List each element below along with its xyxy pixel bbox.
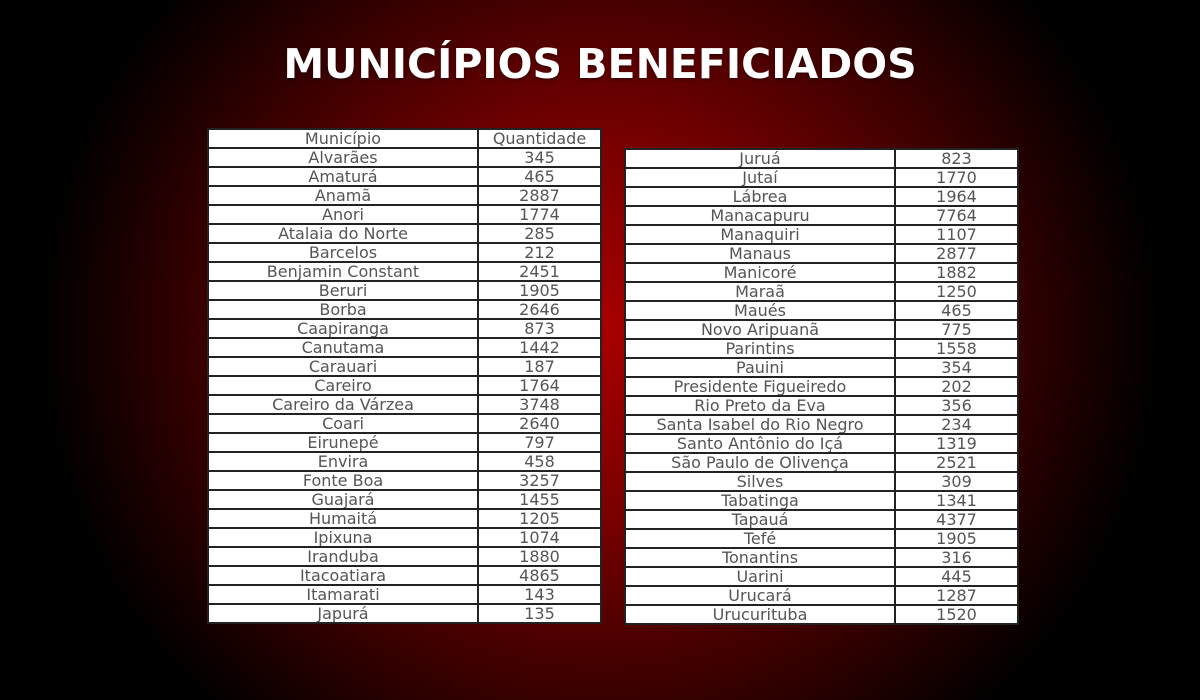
quantidade-cell: 1774 bbox=[478, 205, 601, 224]
quantidade-cell: 3748 bbox=[478, 395, 601, 414]
municipio-cell: Tapauá bbox=[625, 510, 895, 529]
quantidade-cell: 356 bbox=[895, 396, 1018, 415]
table-row bbox=[625, 510, 1018, 529]
municipio-cell: Juruá bbox=[625, 149, 895, 168]
table-row bbox=[208, 281, 601, 300]
quantidade-cell: 143 bbox=[478, 585, 601, 604]
municipio-cell: Anori bbox=[208, 205, 478, 224]
column-header-quantidade: Quantidade bbox=[478, 129, 601, 148]
table-row bbox=[208, 224, 601, 243]
municipio-cell: Ipixuna bbox=[208, 528, 478, 547]
municipio-cell: Tonantins bbox=[625, 548, 895, 567]
quantidade-cell: 202 bbox=[895, 377, 1018, 396]
municipio-cell: Manacapuru bbox=[625, 206, 895, 225]
quantidade-cell: 3257 bbox=[478, 471, 601, 490]
quantidade-cell: 354 bbox=[895, 358, 1018, 377]
municipio-cell: Silves bbox=[625, 472, 895, 491]
table-row bbox=[208, 262, 601, 281]
municipio-cell: Parintins bbox=[625, 339, 895, 358]
municipio-cell: Manaus bbox=[625, 244, 895, 263]
page-title: MUNICÍPIOS BENEFICIADOS bbox=[283, 40, 917, 88]
table-row bbox=[625, 434, 1018, 453]
municipio-cell: Tefé bbox=[625, 529, 895, 548]
quantidade-cell: 285 bbox=[478, 224, 601, 243]
quantidade-cell: 1770 bbox=[895, 168, 1018, 187]
municipio-cell: Amaturá bbox=[208, 167, 478, 186]
table-row bbox=[208, 395, 601, 414]
table-row bbox=[625, 358, 1018, 377]
municipio-cell: Itamarati bbox=[208, 585, 478, 604]
quantidade-cell: 1882 bbox=[895, 263, 1018, 282]
municipio-cell: Eirunepé bbox=[208, 433, 478, 452]
quantidade-cell: 465 bbox=[478, 167, 601, 186]
table-row bbox=[625, 149, 1018, 168]
table-row bbox=[625, 187, 1018, 206]
table-row bbox=[625, 605, 1018, 624]
table-row bbox=[625, 320, 1018, 339]
municipios-table-left bbox=[207, 128, 602, 624]
quantidade-cell: 797 bbox=[478, 433, 601, 452]
table-row bbox=[208, 205, 601, 224]
municipio-cell: Urucará bbox=[625, 586, 895, 605]
table-header-row bbox=[208, 129, 601, 148]
quantidade-cell: 1341 bbox=[895, 491, 1018, 510]
municipio-cell: Borba bbox=[208, 300, 478, 319]
quantidade-cell: 1764 bbox=[478, 376, 601, 395]
quantidade-cell: 1250 bbox=[895, 282, 1018, 301]
table-row bbox=[208, 528, 601, 547]
table-row bbox=[208, 452, 601, 471]
table-row bbox=[625, 301, 1018, 320]
quantidade-cell: 234 bbox=[895, 415, 1018, 434]
municipio-cell: Itacoatiara bbox=[208, 566, 478, 585]
table-row bbox=[208, 509, 601, 528]
quantidade-cell: 2646 bbox=[478, 300, 601, 319]
quantidade-cell: 2877 bbox=[895, 244, 1018, 263]
municipio-cell: Manaquiri bbox=[625, 225, 895, 244]
quantidade-cell: 1558 bbox=[895, 339, 1018, 358]
quantidade-cell: 135 bbox=[478, 604, 601, 623]
table-row bbox=[208, 243, 601, 262]
municipio-cell: Iranduba bbox=[208, 547, 478, 566]
table-row bbox=[625, 415, 1018, 434]
table-row bbox=[625, 244, 1018, 263]
table-row bbox=[208, 319, 601, 338]
municipio-cell: Lábrea bbox=[625, 187, 895, 206]
municipio-cell: Anamã bbox=[208, 186, 478, 205]
quantidade-cell: 1455 bbox=[478, 490, 601, 509]
table-row bbox=[208, 376, 601, 395]
table-row bbox=[208, 414, 601, 433]
quantidade-cell: 1442 bbox=[478, 338, 601, 357]
municipio-cell: Uarini bbox=[625, 567, 895, 586]
table-row bbox=[208, 433, 601, 452]
table-row bbox=[208, 604, 601, 623]
quantidade-cell: 2451 bbox=[478, 262, 601, 281]
table-row bbox=[625, 491, 1018, 510]
quantidade-cell: 2887 bbox=[478, 186, 601, 205]
municipio-cell: Barcelos bbox=[208, 243, 478, 262]
quantidade-cell: 1074 bbox=[478, 528, 601, 547]
quantidade-cell: 873 bbox=[478, 319, 601, 338]
table-row bbox=[625, 282, 1018, 301]
quantidade-cell: 1520 bbox=[895, 605, 1018, 624]
quantidade-cell: 775 bbox=[895, 320, 1018, 339]
table-row bbox=[208, 148, 601, 167]
table-row bbox=[625, 168, 1018, 187]
table-row bbox=[625, 453, 1018, 472]
quantidade-cell: 7764 bbox=[895, 206, 1018, 225]
municipio-cell: Carauari bbox=[208, 357, 478, 376]
municipio-cell: Coari bbox=[208, 414, 478, 433]
municipio-cell: Tabatinga bbox=[625, 491, 895, 510]
table-row bbox=[208, 167, 601, 186]
municipio-cell: Guajará bbox=[208, 490, 478, 509]
table-row bbox=[625, 586, 1018, 605]
quantidade-cell: 2521 bbox=[895, 453, 1018, 472]
municipio-cell: Jutaí bbox=[625, 168, 895, 187]
municipio-cell: Envira bbox=[208, 452, 478, 471]
quantidade-cell: 1205 bbox=[478, 509, 601, 528]
table-row bbox=[625, 472, 1018, 491]
quantidade-cell: 1905 bbox=[478, 281, 601, 300]
municipio-cell: Careiro bbox=[208, 376, 478, 395]
municipio-cell: Careiro da Várzea bbox=[208, 395, 478, 414]
quantidade-cell: 309 bbox=[895, 472, 1018, 491]
municipios-table-right bbox=[624, 148, 1019, 625]
quantidade-cell: 1107 bbox=[895, 225, 1018, 244]
table-row bbox=[208, 471, 601, 490]
table-row bbox=[625, 225, 1018, 244]
municipio-cell: Maués bbox=[625, 301, 895, 320]
table-row bbox=[208, 300, 601, 319]
quantidade-cell: 316 bbox=[895, 548, 1018, 567]
municipio-cell: Santa Isabel do Rio Negro bbox=[625, 415, 895, 434]
quantidade-cell: 1319 bbox=[895, 434, 1018, 453]
table-row bbox=[208, 357, 601, 376]
quantidade-cell: 345 bbox=[478, 148, 601, 167]
table-row bbox=[625, 263, 1018, 282]
quantidade-cell: 465 bbox=[895, 301, 1018, 320]
table-row bbox=[625, 529, 1018, 548]
table-row bbox=[625, 339, 1018, 358]
municipio-cell: Fonte Boa bbox=[208, 471, 478, 490]
municipio-cell: Canutama bbox=[208, 338, 478, 357]
municipio-cell: Beruri bbox=[208, 281, 478, 300]
municipio-cell: Presidente Figueiredo bbox=[625, 377, 895, 396]
municipio-cell: São Paulo de Olivença bbox=[625, 453, 895, 472]
table-row bbox=[625, 206, 1018, 225]
quantidade-cell: 187 bbox=[478, 357, 601, 376]
municipio-cell: Maraã bbox=[625, 282, 895, 301]
municipio-cell: Caapiranga bbox=[208, 319, 478, 338]
table-row bbox=[625, 567, 1018, 586]
column-header-municipio: Município bbox=[208, 129, 478, 148]
table-row bbox=[208, 490, 601, 509]
municipio-cell: Japurá bbox=[208, 604, 478, 623]
quantidade-cell: 212 bbox=[478, 243, 601, 262]
municipio-cell: Benjamin Constant bbox=[208, 262, 478, 281]
quantidade-cell: 445 bbox=[895, 567, 1018, 586]
quantidade-cell: 2640 bbox=[478, 414, 601, 433]
quantidade-cell: 458 bbox=[478, 452, 601, 471]
quantidade-cell: 1905 bbox=[895, 529, 1018, 548]
quantidade-cell: 1880 bbox=[478, 547, 601, 566]
table-row bbox=[208, 338, 601, 357]
municipio-cell: Rio Preto da Eva bbox=[625, 396, 895, 415]
table-row bbox=[625, 548, 1018, 567]
municipio-cell: Novo Aripuanã bbox=[625, 320, 895, 339]
table-row bbox=[208, 547, 601, 566]
municipio-cell: Humaitá bbox=[208, 509, 478, 528]
municipio-cell: Santo Antônio do Içá bbox=[625, 434, 895, 453]
table-row bbox=[208, 186, 601, 205]
municipio-cell: Atalaia do Norte bbox=[208, 224, 478, 243]
quantidade-cell: 823 bbox=[895, 149, 1018, 168]
municipio-cell: Urucurituba bbox=[625, 605, 895, 624]
quantidade-cell: 1287 bbox=[895, 586, 1018, 605]
quantidade-cell: 4865 bbox=[478, 566, 601, 585]
table-row bbox=[625, 396, 1018, 415]
municipio-cell: Alvarães bbox=[208, 148, 478, 167]
table-row bbox=[625, 377, 1018, 396]
municipio-cell: Pauini bbox=[625, 358, 895, 377]
quantidade-cell: 4377 bbox=[895, 510, 1018, 529]
quantidade-cell: 1964 bbox=[895, 187, 1018, 206]
municipio-cell: Manicoré bbox=[625, 263, 895, 282]
table-row bbox=[208, 566, 601, 585]
table-row bbox=[208, 585, 601, 604]
